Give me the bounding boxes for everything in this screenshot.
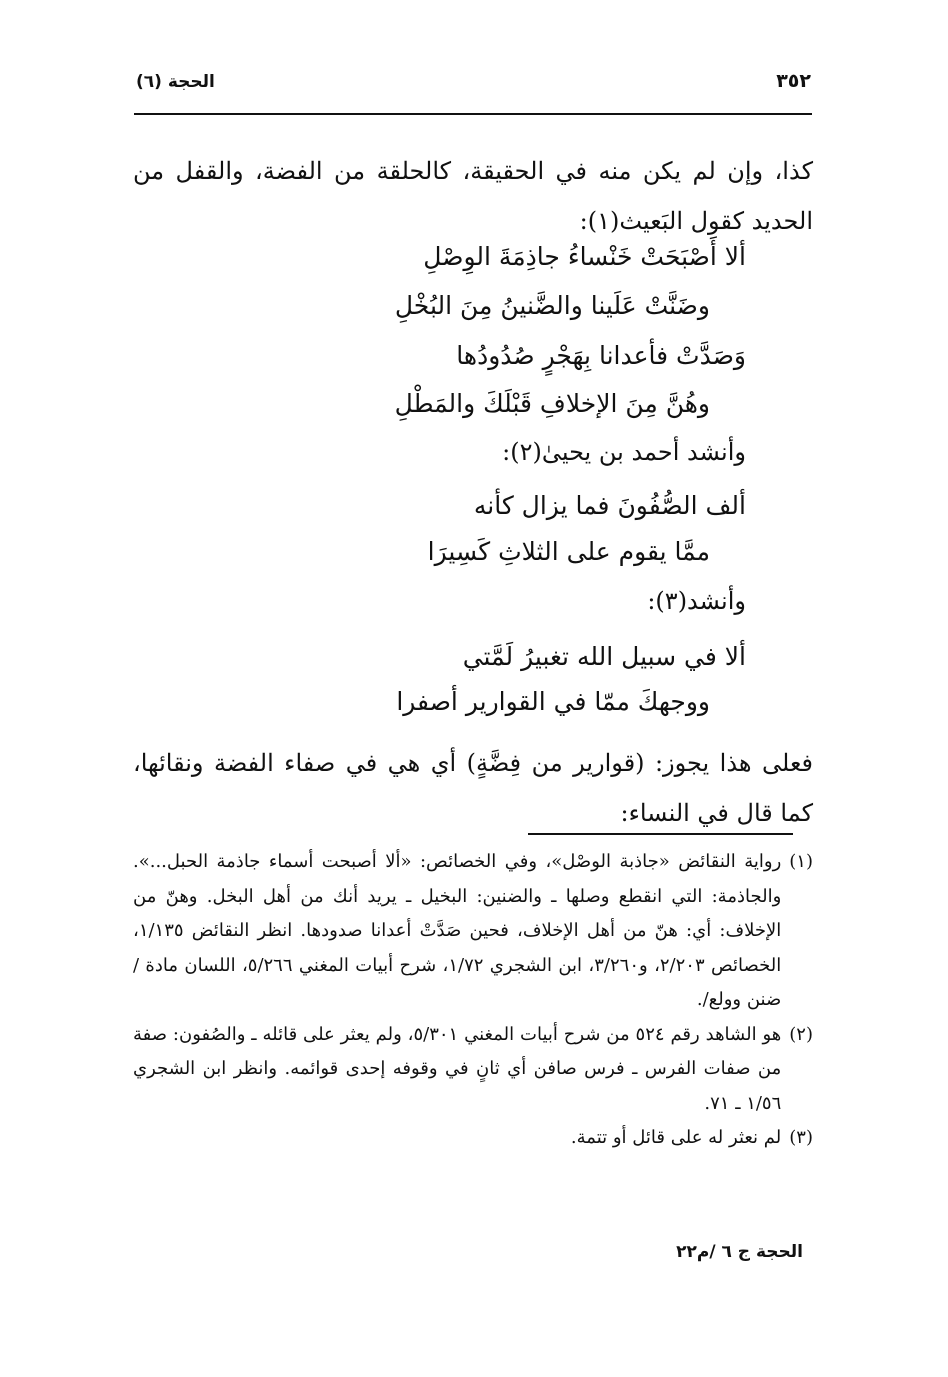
- footnote-text: هو الشاهد رقم ٥٢٤ من شرح أبيات المغني ٥/٣٠١، ولم يعثر على قائله ـ والصُفون: صفة من صفات الفرس ـ فرس صافن أي ثانٍ في وقوفه إحدى قوائمه. وانظر ابن الشجري ١/٥٦ ـ ٧١.: [133, 1023, 782, 1114]
- footnote: [133, 1121, 813, 1156]
- footnote: [133, 845, 813, 1018]
- page-header: [136, 64, 811, 98]
- signature-mark: الحجة ج ٦ /م٢٢: [676, 1242, 803, 1262]
- footnote-marker: (١): [789, 851, 813, 872]
- verse-line: ووجهكَ ممّا في القوارير أصفرا: [396, 687, 710, 716]
- verse-line: ألا في سبيل الله تغبيرُ لَمَّتي: [462, 642, 746, 671]
- quote-intro: وأنشد(٣):: [647, 587, 746, 615]
- footnote-text: لم نعثر له على قائل أو تتمة.: [570, 1127, 782, 1148]
- verse-line: ألف الصُّفُونَ فما يزال كأنه: [473, 491, 746, 520]
- footnote-text: رواية النقائض «جاذبة الوصْل»، وفي الخصائص: «ألا أصبحت أسماء جاذمة الحبل...». والجاذمة: التي انقطع وصلها ـ والضنين: البخيل ـ يريد أنك من أهل البخل. وهنّ من الإخلاف: أي: هنّ من أهل الإخلاف، فحين صَدَّتْ أعدانا صدودها. انظر النقائض ١/١٣٥، الخصائص ٢/٢٠٣، و٣/٢٦٠، ابن الشجري ١/٧٢، شرح أبيات المغني ٥/٢٦٦، اللسان مادة /ضنن وولع/.: [133, 851, 782, 1010]
- verse-line: وَصَدَّتْ فأعدانا بِهَجْرٍ صُدُودُها: [456, 341, 746, 370]
- main-text: [133, 146, 813, 246]
- footnote-marker: (٣): [789, 1127, 813, 1148]
- footnotes: [133, 845, 813, 1156]
- verse-line: ممَّا يقوم على الثلاثِ كَسِيرَا: [427, 537, 710, 566]
- closing-text: [133, 738, 813, 838]
- footnote-divider: [528, 833, 793, 835]
- verse-line: وضَنَّتْ عَلَينا والضَّنينُ مِنَ البُخْلِ: [394, 291, 710, 320]
- running-title: الحجة (٦): [136, 72, 215, 92]
- page-number: ٣٥٢: [776, 70, 811, 92]
- footnote: [133, 1018, 813, 1122]
- header-divider: [134, 113, 812, 115]
- paragraph: كذا، وإن لم يكن منه في الحقيقة، كالحلقة من الفضة، والقفل من الحديد كقول البَعيث(١):: [133, 157, 813, 235]
- footnote-marker: (٢): [789, 1023, 813, 1045]
- quote-intro: وأنشد أحمد بن يحيىٰ(٢):: [502, 438, 746, 466]
- verse-line: ألا أَصْبَحَتْ خَنْساءُ جاذِمَةَ الوِصْلِ: [423, 242, 746, 271]
- verse-line: وهُنَّ مِنَ الإخلافِ قَبْلَكَ والمَطْلِ: [394, 389, 710, 418]
- paragraph: فعلى هذا يجوز: (قوارير من فِضَّةٍ) أي هي في صفاء الفضة ونقائها، كما قال في النساء:: [133, 749, 813, 827]
